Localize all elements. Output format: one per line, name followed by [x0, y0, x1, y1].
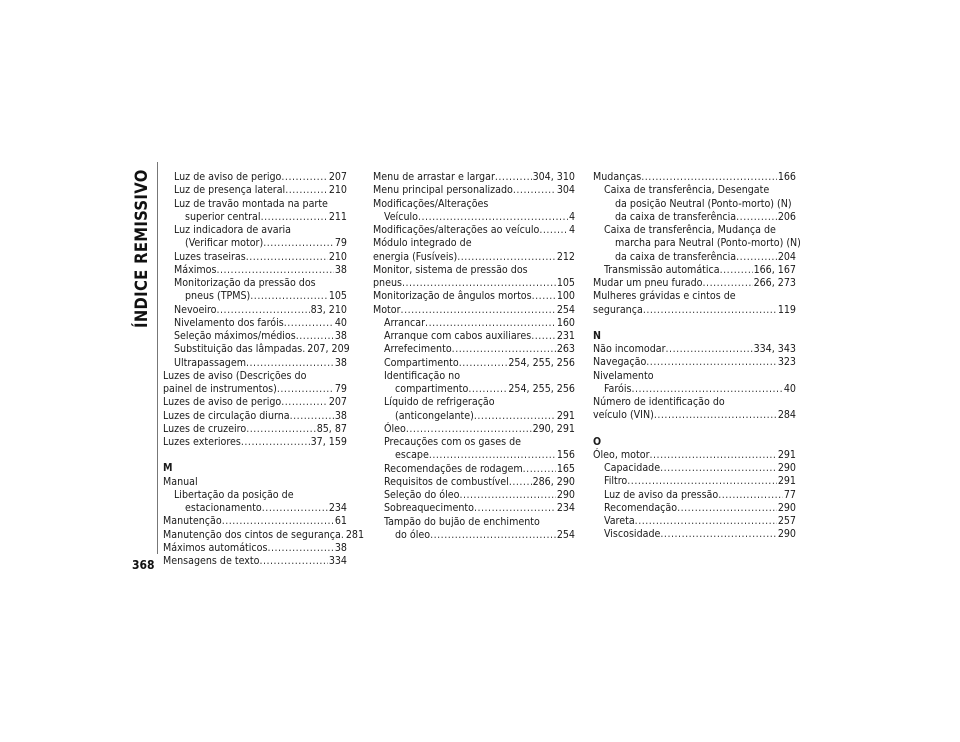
index-entry: Libertação da posição de [174, 488, 294, 501]
dot-leader [635, 515, 777, 528]
entry-page-ref: 234 [328, 502, 347, 514]
entry-page-ref: 119 [777, 303, 796, 316]
index-entry [163, 304, 347, 317]
index-entry [373, 489, 575, 502]
index-entry [163, 555, 347, 568]
entry-page-ref: 284 [777, 409, 796, 422]
entry-page-ref: 263 [556, 343, 575, 356]
entry-page-ref: 290 [777, 462, 796, 474]
index-entry [373, 304, 575, 317]
entry-text: Máximos [174, 263, 217, 276]
index-entry [163, 502, 347, 515]
dot-leader [523, 463, 556, 476]
entry-text: Luzes de cruzeiro [163, 422, 247, 435]
entry-page-ref: 257 [777, 515, 796, 527]
index-entry [593, 211, 796, 224]
entry-page-ref: 206 [777, 210, 796, 223]
entry-page-ref: 166 [777, 171, 796, 183]
entry-text: Compartimento [384, 356, 459, 369]
index-column-1 [163, 171, 365, 568]
entry-text: Requisitos de combustível [384, 475, 509, 488]
entry-page-ref: 165 [556, 462, 575, 475]
entry-page-ref: 334, 343 [753, 343, 796, 355]
entry-page-ref: 254, 255, 256 [508, 356, 575, 369]
index-entry: Monitorização da pressão dos [174, 277, 316, 289]
index-entry [373, 211, 575, 224]
entry-page-ref: 160 [556, 316, 575, 329]
index-entry [593, 475, 796, 488]
entry-page-ref: 211 [328, 210, 347, 223]
index-entry: Caixa de transferência, Desengate [604, 184, 770, 197]
dot-leader [246, 251, 328, 264]
index-entry: Líquido de refrigeração [384, 396, 495, 409]
entry-page-ref: 37, 159 [310, 436, 347, 448]
entry-text: Manutenção [163, 515, 222, 528]
index-entry [373, 171, 575, 184]
entry-text: Luzes de aviso de perigo [163, 396, 282, 409]
index-entry [373, 502, 575, 515]
index-entry: Precauções com os gases de [384, 436, 521, 448]
entry-text: Nevoeiro [174, 303, 217, 316]
entry-text: Modificações/alterações ao veículo [373, 224, 540, 236]
entry-page-ref: 290 [777, 528, 796, 541]
entry-text: estacionamento [185, 502, 262, 514]
entry-text: Seleção do óleo [384, 489, 460, 501]
index-entry [163, 211, 347, 224]
entry-page-ref: 79 [334, 237, 347, 250]
dot-leader [459, 357, 508, 370]
dot-leader [641, 171, 777, 184]
dot-leader [222, 515, 334, 528]
entry-page-ref: 234 [556, 502, 575, 515]
index-entry: Nivelamento [593, 369, 654, 382]
dot-leader [281, 171, 327, 184]
index-entry [373, 343, 575, 356]
dot-leader [736, 251, 777, 264]
index-entry [163, 528, 365, 542]
entry-page-ref: 290 [556, 489, 575, 501]
index-entry: Identificação no [384, 369, 461, 382]
index-entry [163, 184, 347, 197]
index-entry: Modificações/Alterações [373, 197, 489, 210]
entry-page-ref: 334 [328, 555, 347, 567]
entry-text: Mensagens de texto [163, 555, 260, 567]
entry-page-ref: 323 [777, 356, 796, 369]
index-entry [593, 449, 796, 462]
index-entry [373, 184, 575, 197]
index-entry [373, 224, 575, 237]
index-entry [163, 171, 347, 184]
index-entry [593, 502, 796, 515]
index-entry [373, 330, 575, 343]
entry-text: Arrancar [384, 316, 426, 329]
dot-leader [650, 449, 777, 462]
dot-leader [666, 343, 753, 356]
dot-leader [459, 489, 555, 502]
side-divider [157, 162, 158, 554]
dot-leader [402, 277, 556, 290]
dot-leader [452, 343, 556, 356]
dot-leader [261, 211, 328, 224]
index-entry [593, 489, 796, 502]
index-letter-heading: M [163, 462, 173, 475]
entry-page-ref: 207, 209 [307, 343, 350, 356]
entry-page-ref: 77 [783, 488, 796, 501]
entry-page-ref: 291 [777, 448, 796, 461]
dot-leader [216, 264, 333, 277]
entry-text: Recomendações de rodagem [384, 462, 523, 475]
entry-page-ref: 210 [328, 184, 347, 197]
dot-leader [296, 330, 334, 343]
index-entry [163, 383, 347, 396]
dot-leader [660, 462, 777, 475]
index-entry [163, 290, 347, 303]
dot-leader [277, 383, 334, 396]
dot-leader [539, 224, 568, 237]
entry-text: Luzes exteriores [163, 436, 241, 448]
entry-page-ref: 38 [334, 356, 347, 369]
entry-text: Veículo [384, 210, 418, 223]
index-entry [373, 277, 575, 290]
index-entry [593, 264, 796, 277]
dot-leader [262, 502, 328, 515]
entry-page-ref: 304 [556, 184, 575, 197]
dot-leader [281, 396, 328, 409]
entry-page-ref: 85, 87 [316, 422, 347, 435]
entry-text: Capacidade [604, 462, 661, 474]
entry-page-ref: 38 [334, 409, 347, 422]
index-entry: Mulheres grávidas e cintos de [593, 290, 736, 303]
dot-leader [250, 290, 328, 303]
index-entry [373, 357, 575, 370]
dot-leader [495, 171, 532, 184]
entry-text: escape [395, 449, 429, 462]
index-entry [163, 343, 350, 356]
entry-page-ref: 4 [568, 210, 575, 223]
entry-text: Sobreaquecimento [384, 502, 474, 515]
entry-page-ref: 254 [556, 303, 575, 316]
dot-leader [720, 264, 753, 277]
index-entry [373, 529, 575, 542]
index-entry [163, 251, 347, 264]
index-entry [373, 383, 575, 396]
entry-page-ref: 40 [334, 316, 347, 329]
index-column-2 [373, 171, 575, 542]
entry-text: Motor [373, 303, 401, 316]
index-entry: Tampão do bujão de enchimento [384, 515, 540, 528]
entry-text: Arrefecimento [384, 343, 452, 356]
index-entry [593, 515, 796, 528]
entry-text: Luz de aviso de perigo [174, 171, 282, 183]
entry-page-ref: 254, 255, 256 [508, 383, 575, 395]
dot-leader [246, 357, 334, 370]
entry-page-ref: 254 [556, 528, 575, 541]
entry-page-ref: 204 [777, 250, 796, 263]
index-entry [163, 410, 347, 423]
index-entry [593, 462, 796, 475]
index-entry [373, 449, 575, 462]
entry-page-ref: 166, 167 [753, 263, 796, 276]
dot-leader [736, 211, 777, 224]
entry-text: Não incomodar [593, 343, 666, 355]
index-entry: Monitor, sistema de pressão dos [373, 263, 528, 276]
entry-text: Monitorização de ângulos mortos [373, 290, 532, 303]
index-entry [593, 304, 796, 317]
index-entry [593, 528, 796, 541]
index-entry [163, 436, 347, 449]
dot-leader [532, 290, 556, 303]
index-entry [593, 383, 796, 396]
dot-leader [284, 317, 334, 330]
entry-text: Manutenção dos cintos de segurança [163, 528, 341, 541]
dot-leader [677, 502, 777, 515]
index-entry [163, 396, 347, 409]
entry-text: Transmissão automática [604, 263, 720, 276]
dot-leader [474, 502, 556, 515]
entry-page-ref: 100 [556, 290, 575, 303]
index-entry: Luz de travão montada na parte [174, 197, 328, 210]
entry-text: Luzes de circulação diurna [163, 409, 290, 422]
entry-page-ref: 40 [783, 382, 796, 395]
dot-leader [401, 304, 556, 317]
entry-page-ref: 290, 291 [532, 422, 575, 435]
dot-leader [259, 555, 327, 568]
dot-leader [246, 423, 315, 436]
entry-text: Menu principal personalizado [373, 184, 513, 197]
entry-text: Seleção máximos/médios [174, 330, 296, 342]
entry-text: Viscosidade [604, 528, 661, 541]
dot-leader [643, 304, 777, 317]
index-entry [593, 356, 796, 369]
index-entry: Luz indicadora de avaria [174, 224, 291, 236]
entry-text: Mudar um pneu furado [593, 277, 703, 289]
entry-text: Luz de presença lateral [174, 184, 286, 197]
dot-leader [406, 423, 532, 436]
index-letter-heading: N [593, 329, 601, 342]
entry-text: Óleo, motor [593, 448, 650, 461]
dot-leader [646, 356, 777, 369]
entry-text: Óleo [384, 422, 406, 435]
dot-leader [418, 211, 568, 224]
dot-leader [425, 317, 556, 330]
entry-text: energia (Fusíveis) [373, 250, 458, 263]
dot-leader [457, 251, 556, 264]
entry-page-ref: 291 [556, 409, 575, 422]
index-entry [373, 463, 575, 476]
index-entry: Caixa de transferência, Mudança de [604, 224, 776, 236]
index-letter-heading: O [593, 435, 602, 448]
entry-page-ref: 105 [328, 290, 347, 303]
entry-page-ref: 290 [777, 501, 796, 514]
dot-leader [474, 410, 556, 423]
index-entry [163, 237, 347, 250]
dot-leader [430, 529, 556, 542]
index-entry: marcha para Neutral (Ponto-morto) (N) [615, 237, 801, 250]
entry-page-ref: 286, 290 [532, 475, 575, 488]
entry-text: pneus [373, 277, 402, 289]
dot-leader [263, 237, 334, 250]
index-entry: Luzes de aviso (Descrições do [163, 369, 307, 382]
dot-leader [531, 330, 556, 343]
dot-leader [627, 475, 777, 488]
entry-page-ref: 83, 210 [310, 303, 347, 316]
dot-leader [509, 476, 532, 489]
index-entry [163, 423, 347, 436]
index-entry [373, 251, 575, 264]
entry-page-ref: 231 [556, 330, 575, 342]
entry-text: Arranque com cabos auxiliares [384, 330, 532, 342]
entry-text: segurança [593, 303, 643, 316]
index-entry [593, 409, 796, 422]
entry-text: Nivelamento dos faróis [174, 316, 284, 329]
entry-page-ref: 156 [556, 449, 575, 462]
entry-text: da caixa de transferência [615, 250, 737, 263]
dot-leader [703, 277, 753, 290]
dot-leader [631, 383, 782, 396]
entry-text: pneus (TPMS) [185, 290, 251, 303]
dot-leader [513, 184, 556, 197]
page-number: 368 [132, 558, 155, 572]
index-entry [163, 330, 347, 343]
entry-text: Mudanças [593, 171, 642, 183]
index-entry: Módulo integrado de [373, 237, 472, 250]
entry-text: superior central [185, 210, 261, 223]
index-entry: Manual [163, 475, 198, 488]
dot-leader [429, 449, 556, 462]
dot-leader [718, 489, 783, 502]
section-side-title: ÍNDICE REMISSIVO [132, 169, 151, 328]
entry-text: Máximos automáticos [163, 541, 268, 554]
index-entry: Número de identificação do [593, 396, 725, 408]
entry-page-ref: 38 [334, 263, 347, 276]
dot-leader [660, 528, 776, 541]
entry-text: Ultrapassagem [174, 356, 246, 369]
entry-page-ref: 304, 310 [532, 171, 575, 183]
index-entry [373, 476, 575, 489]
entry-text: do óleo [395, 528, 431, 541]
entry-page-ref: 38 [334, 541, 347, 554]
entry-text: da caixa de transferência [615, 210, 737, 223]
dot-leader [217, 304, 310, 317]
index-entry [373, 317, 575, 330]
index-entry [593, 343, 796, 356]
entry-page-ref: 61 [334, 515, 347, 528]
entry-text: veículo (VIN) [593, 409, 654, 422]
entry-text: (anticongelante) [395, 409, 474, 422]
dot-leader [654, 409, 777, 422]
index-entry [163, 515, 347, 528]
entry-text: Faróis [604, 382, 632, 395]
index-entry [373, 423, 575, 436]
entry-text: Recomendação [604, 501, 678, 514]
index-entry [593, 171, 796, 184]
entry-page-ref: 79 [334, 383, 347, 395]
entry-page-ref: 212 [556, 250, 575, 263]
entry-text: Luz de aviso da pressão [604, 488, 719, 501]
index-entry: da posição Neutral (Ponto-morto) (N) [615, 197, 792, 210]
index-entry [163, 264, 347, 277]
entry-text: (Verificar motor) [185, 237, 264, 250]
index-entry [593, 251, 796, 264]
dot-leader [290, 410, 334, 423]
entry-text: Navegação [593, 356, 647, 369]
dot-leader [468, 383, 507, 396]
entry-page-ref: 38 [334, 330, 347, 342]
index-entry [373, 410, 575, 423]
index-entry [373, 290, 575, 303]
index-entry [593, 277, 796, 290]
entry-page-ref: 105 [556, 277, 575, 289]
index-entry [163, 317, 347, 330]
entry-page-ref: 210 [328, 250, 347, 263]
entry-page-ref: 281 [345, 528, 365, 541]
entry-page-ref: 291 [777, 475, 796, 488]
index-entry [163, 542, 347, 555]
entry-page-ref: 4 [568, 224, 575, 236]
dot-leader [267, 542, 333, 555]
entry-text: Substituição das lâmpadas [174, 343, 303, 356]
dot-leader [285, 184, 328, 197]
entry-text: Luzes traseiras [174, 250, 246, 263]
entry-text: Menu de arrastar e largar [373, 171, 495, 183]
dot-leader [241, 436, 310, 449]
entry-page-ref: 207 [328, 171, 347, 183]
entry-text: Filtro [604, 475, 628, 488]
entry-page-ref: 207 [328, 396, 347, 409]
index-column-3 [593, 171, 801, 542]
entry-text: Vareta [604, 515, 635, 527]
entry-text: painel de instrumentos) [163, 383, 277, 395]
entry-page-ref: 266, 273 [753, 277, 796, 289]
entry-text: compartimento [395, 383, 469, 395]
index-entry [163, 357, 347, 370]
